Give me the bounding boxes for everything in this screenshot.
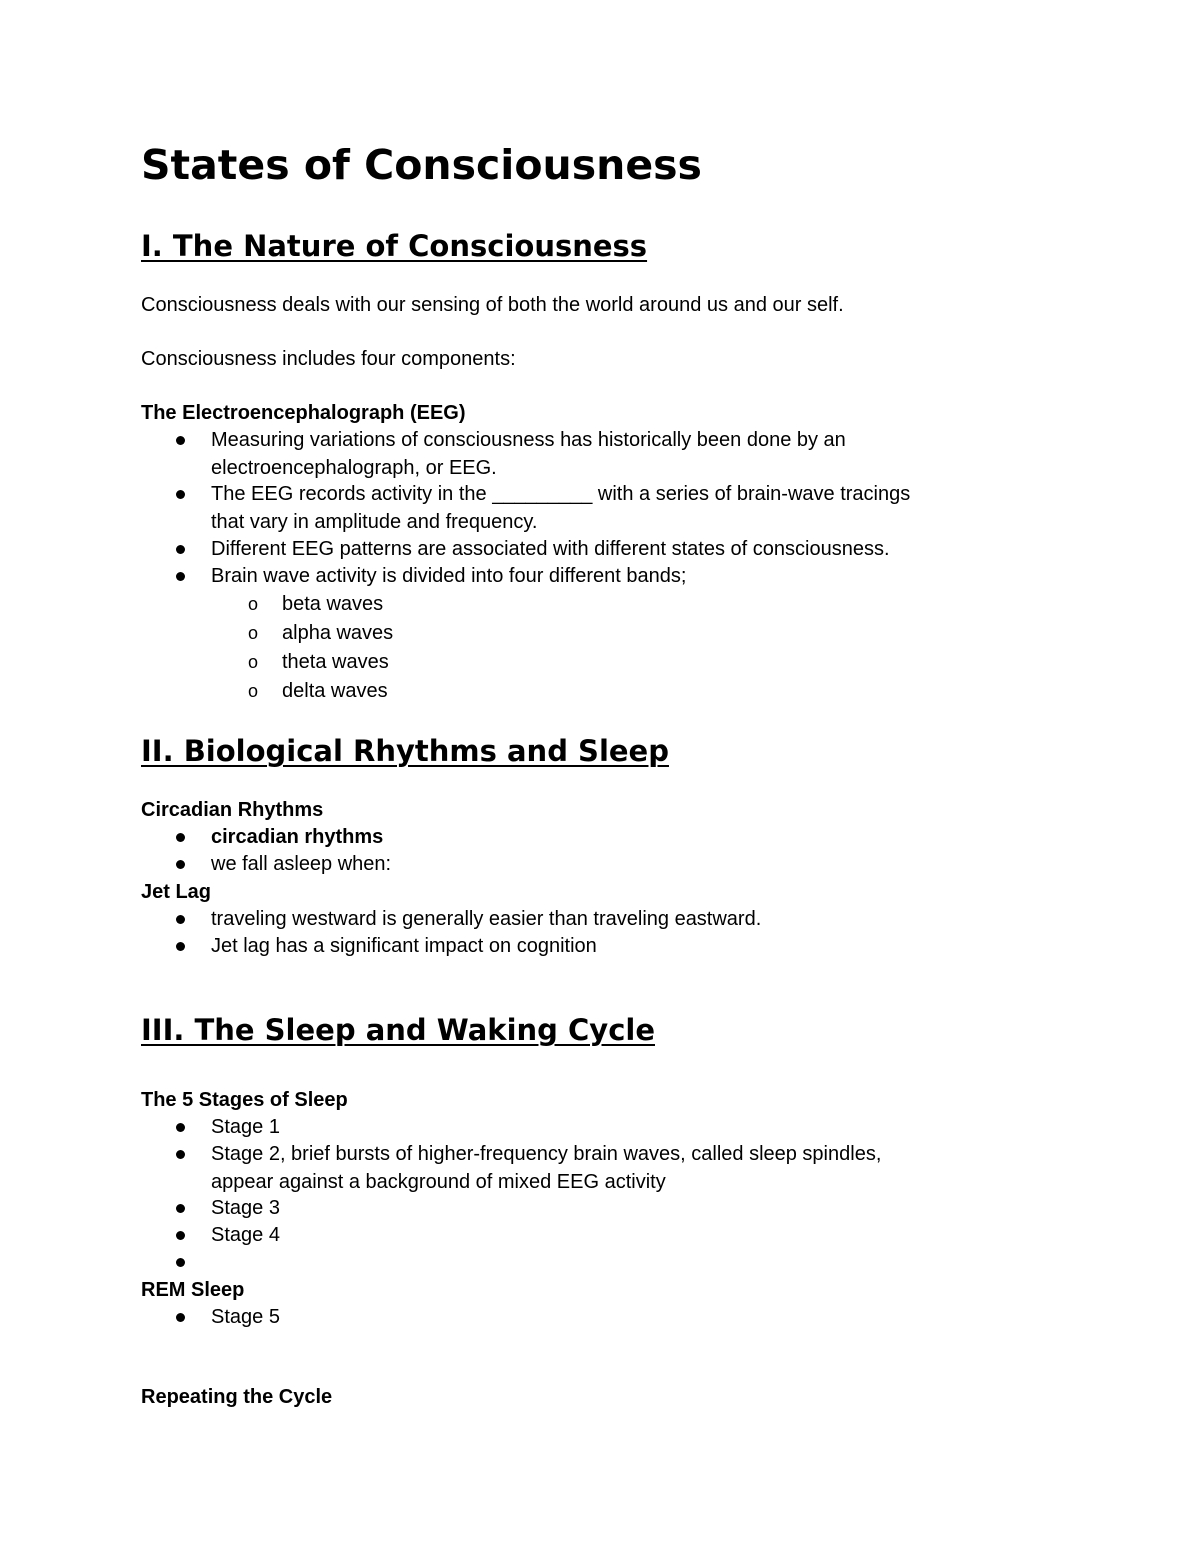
bullet-icon (176, 436, 185, 445)
subheading-stages: The 5 Stages of Sleep (141, 1089, 348, 1111)
bullet-icon (176, 1123, 185, 1132)
sub-bullet-circle-icon: o (248, 594, 259, 614)
document-title: States of Consciousness (141, 141, 702, 189)
wave-item-theta: theta waves (282, 651, 389, 673)
stage-bullet-3: Stage 3 (211, 1197, 280, 1219)
section-heading-nature: I. The Nature of Consciousness (141, 229, 648, 263)
stage-bullet-1: Stage 1 (211, 1116, 280, 1138)
bullet-icon (176, 860, 185, 869)
bullet-icon (176, 1258, 185, 1267)
jetlag-bullet-1: traveling westward is generally easier than traveling eastward. (211, 908, 762, 930)
sub-bullet-circle-icon: o (248, 623, 259, 643)
section-heading-rhythms: II. Biological Rhythms and Sleep (141, 734, 669, 768)
bullet-icon (176, 942, 185, 951)
jetlag-bullet-2: Jet lag has a significant impact on cognition (211, 935, 597, 957)
bullet-icon (176, 545, 185, 554)
bullet-icon (176, 1313, 185, 1322)
bullet-icon (176, 915, 185, 924)
eeg-bullet-2-line-2: that vary in amplitude and frequency. (211, 511, 538, 533)
subheading-circadian: Circadian Rhythms (141, 799, 324, 821)
section-heading-sleep-cycle: III. The Sleep and Waking Cycle (141, 1013, 655, 1047)
eeg-bullet-1-line-1: Measuring variations of consciousness has historically been done by an (211, 429, 846, 451)
stage-bullet-2-line-2: appear against a background of mixed EEG activity (211, 1171, 666, 1193)
bullet-icon (176, 1231, 185, 1240)
rem-bullet-1: Stage 5 (211, 1306, 280, 1328)
subheading-eeg: The Electroencephalograph (EEG) (141, 402, 466, 424)
subheading-repeating: Repeating the Cycle (141, 1386, 333, 1408)
bullet-icon (176, 572, 185, 581)
sub-bullet-circle-icon: o (248, 681, 259, 701)
stage-bullet-4: Stage 4 (211, 1224, 280, 1246)
paragraph-definition: Consciousness deals with our sensing of both the world around us and our self. (141, 294, 844, 316)
circadian-bullet-1: circadian rhythms (211, 826, 384, 848)
bullet-icon (176, 1204, 185, 1213)
subheading-rem: REM Sleep (141, 1279, 245, 1301)
paragraph-components: Consciousness includes four components: (141, 348, 516, 370)
sub-bullet-circle-icon: o (248, 652, 259, 672)
bullet-icon (176, 833, 185, 842)
bullet-icon (176, 490, 185, 499)
eeg-bullet-2-line-1: The EEG records activity in the _________ with a series of brain-wave tracings (211, 483, 911, 505)
wave-item-alpha: alpha waves (282, 622, 394, 644)
wave-item-delta: delta waves (282, 680, 388, 702)
circadian-bullet-2: we fall asleep when: (211, 853, 392, 875)
eeg-bullet-3: Different EEG patterns are associated with different states of consciousness. (211, 538, 890, 560)
wave-item-beta: beta waves (282, 593, 384, 615)
bullet-icon (176, 1150, 185, 1159)
eeg-bullet-1-line-2: electroencephalograph, or EEG. (211, 457, 497, 479)
stage-bullet-2-line-1: Stage 2, brief bursts of higher-frequency brain waves, called sleep spindles, (211, 1143, 882, 1165)
eeg-bullet-4: Brain wave activity is divided into four different bands; (211, 565, 687, 587)
subheading-jet-lag: Jet Lag (141, 881, 212, 903)
